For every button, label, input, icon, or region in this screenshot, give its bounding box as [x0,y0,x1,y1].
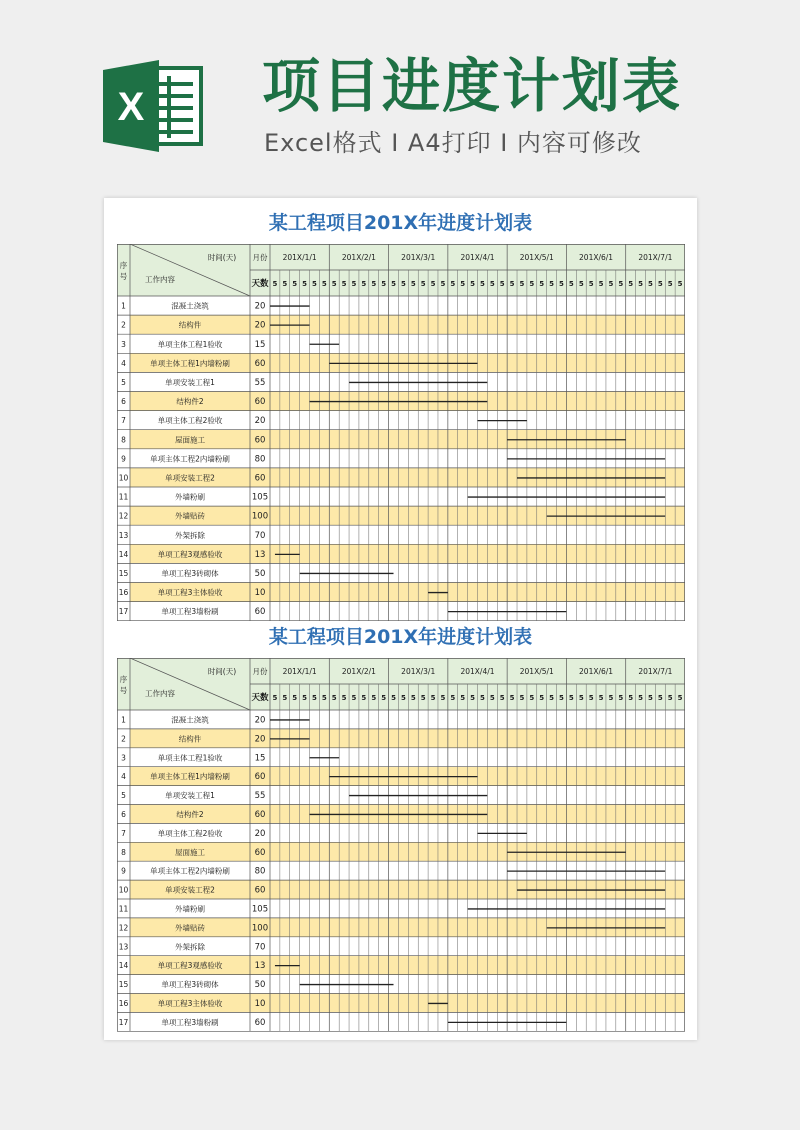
task-days: 60 [254,435,266,446]
day-cell: 5 [430,694,436,702]
day-cell: 5 [312,694,317,702]
task-name: 单项安装工程2 [165,473,215,483]
task-days: 55 [254,377,266,388]
day-cell: 5 [391,694,396,702]
row-number: 4 [121,772,126,782]
day-cell: 5 [450,694,456,702]
day-cell: 5 [667,280,673,288]
month-label: 月份 [252,667,268,676]
task-name: 外墙粉刷 [175,492,205,502]
row-number: 10 [118,473,129,483]
table-title-1: 某工程项目201X年进度计划表 [268,212,533,234]
row-number: 1 [121,715,126,725]
day-cell: 5 [499,280,505,288]
task-name: 单项主体工程2验收 [157,416,223,426]
task-name: 单项主体工程2内墙粉刷 [150,866,230,876]
day-cell: 5 [677,694,683,702]
day-cell: 5 [677,280,683,288]
row-number: 9 [121,866,126,876]
task-name: 单项工程3墙粉刷 [161,607,219,617]
month-header: 201X/6/1 [579,667,614,676]
task-name: 单项工程3主体验收 [157,588,223,598]
day-cell: 5 [628,280,634,288]
day-cell: 5 [657,694,663,702]
day-cell: 5 [371,280,377,288]
day-cell: 5 [460,694,466,702]
month-label: 月份 [252,253,268,262]
month-header: 201X/1/1 [282,253,317,262]
day-cell: 5 [667,694,673,702]
row-number: 15 [118,980,129,990]
day-cell: 5 [371,694,377,702]
task-name: 单项安装工程1 [165,791,215,801]
month-header: 201X/3/1 [401,253,436,262]
task-name: 外架拆除 [175,530,205,540]
day-cell: 5 [539,280,545,288]
month-header: 201X/7/1 [638,667,673,676]
row-number: 2 [121,734,126,744]
row-number: 11 [118,492,129,502]
row-number: 5 [121,791,126,801]
month-header: 201X/5/1 [519,253,554,262]
row-number: 16 [118,998,129,1008]
day-cell: 5 [450,280,456,288]
task-name: 单项主体工程1验收 [157,339,223,349]
task-days: 10 [254,998,266,1009]
table-title-2: 某工程项目201X年进度计划表 [268,626,533,648]
day-cell: 5 [440,694,446,702]
task-days: 13 [254,549,266,560]
day-cell: 5 [638,280,643,288]
excel-logo-icon [103,60,203,152]
row-number: 6 [121,809,126,819]
task-name: 结构件2 [176,397,204,407]
spreadsheet-page [104,198,697,1040]
gantt-table-2 [117,658,685,1032]
seq-label-bottom: 号 [119,686,128,695]
day-cell: 5 [361,280,367,288]
task-name: 单项工程3观感验收 [157,961,223,971]
day-cell: 5 [381,280,387,288]
day-cell: 5 [400,694,406,702]
day-cell: 5 [509,280,515,288]
month-header: 201X/6/1 [579,253,614,262]
month-header: 201X/1/1 [282,667,317,676]
row-number: 14 [118,961,129,971]
row-number: 9 [121,454,126,464]
day-cell: 5 [341,280,347,288]
month-header: 201X/5/1 [519,667,554,676]
row-number: 10 [118,885,129,895]
task-name: 单项工程3砖砌体 [161,980,219,990]
row-number: 6 [121,397,126,407]
table-row [130,729,685,748]
day-cell: 5 [608,280,614,288]
diag-top-label: 时间(天) [207,253,237,263]
row-number: 17 [118,1017,129,1027]
day-cell: 5 [400,280,406,288]
task-days: 15 [254,339,266,350]
task-name: 外墙贴砖 [175,923,205,933]
table-row [130,315,685,334]
row-number: 11 [118,904,129,914]
task-days: 70 [254,942,266,953]
day-cell: 5 [470,694,475,702]
task-name: 结构件2 [176,809,204,819]
day-cell: 5 [341,694,347,702]
day-cell: 5 [618,694,624,702]
task-days: 60 [254,607,266,618]
task-name: 单项主体工程2内墙粉刷 [150,454,230,464]
day-cell: 5 [381,694,387,702]
row-number: 3 [121,753,126,763]
day-cell: 5 [440,280,446,288]
row-number: 14 [118,549,129,559]
row-number: 8 [121,847,126,857]
day-cell: 5 [282,694,288,702]
day-cell: 5 [391,280,396,288]
days-label: 天数 [251,693,269,703]
day-cell: 5 [410,694,416,702]
month-header: 201X/4/1 [460,253,495,262]
day-cell: 5 [410,280,416,288]
page-title: 项目进度计划表 [262,52,683,120]
row-number: 16 [118,588,129,598]
day-cell: 5 [578,280,584,288]
day-cell: 5 [282,280,288,288]
task-name: 结构件 [178,734,202,744]
row-number: 7 [121,828,126,838]
month-header: 201X/3/1 [401,667,436,676]
row-number: 2 [121,320,126,330]
row-number: 12 [118,511,129,521]
day-cell: 5 [312,280,317,288]
days-label: 天数 [251,279,269,289]
day-cell: 5 [499,694,505,702]
day-cell: 5 [628,694,634,702]
day-cell: 5 [647,694,653,702]
day-cell: 5 [588,280,594,288]
task-name: 混凝土浇筑 [171,301,209,311]
task-days: 60 [254,1017,266,1028]
row-number: 13 [118,942,129,952]
day-cell: 5 [430,280,436,288]
page-subtitle: Excel格式 I A4打印 I 内容可修改 [264,129,642,157]
task-days: 100 [251,923,269,934]
day-cell: 5 [578,694,584,702]
month-header: 201X/2/1 [341,667,376,676]
task-name: 单项主体工程2验收 [157,828,223,838]
day-cell: 5 [420,694,426,702]
task-days: 20 [254,828,266,839]
task-name: 混凝土浇筑 [171,715,209,725]
task-name: 外墙粉刷 [175,904,205,914]
day-cell: 5 [361,694,367,702]
task-days: 80 [254,866,266,877]
task-name: 单项主体工程1内墙粉刷 [150,772,230,782]
task-days: 105 [251,492,269,503]
task-days: 20 [254,301,266,312]
task-days: 105 [251,904,269,915]
day-cell: 5 [480,694,485,702]
task-name: 单项工程3墙粉刷 [161,1017,219,1027]
row-number: 8 [121,435,126,445]
task-name: 结构件 [178,320,202,330]
day-cell: 5 [559,694,564,702]
task-name: 单项主体工程1内墙粉刷 [150,358,230,368]
day-cell: 5 [292,280,298,288]
task-name: 屋面施工 [175,435,205,445]
task-name: 屋面施工 [175,847,205,857]
day-cell: 5 [568,694,574,702]
task-days: 50 [254,980,266,991]
task-days: 60 [254,847,266,858]
month-header: 201X/4/1 [460,667,495,676]
day-cell: 5 [608,694,614,702]
day-cell: 5 [588,694,594,702]
day-cell: 5 [489,694,495,702]
day-cell: 5 [509,694,515,702]
row-number: 7 [121,416,126,426]
diag-bottom-label: 工作内容 [145,689,175,698]
diag-top-label: 时间(天) [207,667,237,677]
day-cell: 5 [302,280,308,288]
gantt-table-1 [117,244,685,622]
seq-label-top: 序 [119,261,128,270]
table-row [130,525,685,544]
day-cell: 5 [470,280,475,288]
task-days: 100 [251,511,269,522]
diag-bottom-label: 工作内容 [145,275,175,284]
day-cell: 5 [529,280,535,288]
row-number: 17 [118,607,129,617]
task-days: 20 [254,416,266,427]
task-name: 单项工程3砖砌体 [161,568,219,578]
day-cell: 5 [272,694,278,702]
day-cell: 5 [420,280,426,288]
day-cell: 5 [331,694,337,702]
seq-label-bottom: 号 [119,272,128,281]
day-cell: 5 [480,280,485,288]
day-cell: 5 [638,694,643,702]
task-name: 单项主体工程1验收 [157,753,223,763]
task-name: 单项工程3观感验收 [157,549,223,559]
day-cell: 5 [598,694,604,702]
row-number: 5 [121,377,126,387]
month-header: 201X/7/1 [638,253,673,262]
task-days: 60 [254,809,266,820]
task-days: 10 [254,588,266,599]
task-days: 13 [254,961,266,972]
row-number: 4 [121,358,126,368]
day-cell: 5 [489,280,495,288]
table-row [130,710,685,729]
day-cell: 5 [598,280,604,288]
day-cell: 5 [647,280,653,288]
task-days: 20 [254,715,266,726]
task-days: 60 [254,358,266,369]
day-cell: 5 [331,280,337,288]
day-cell: 5 [351,694,357,702]
day-cell: 5 [549,694,555,702]
task-name: 单项安装工程2 [165,885,215,895]
task-days: 15 [254,753,266,764]
day-cell: 5 [272,280,278,288]
day-cell: 5 [549,280,555,288]
task-days: 50 [254,568,266,579]
logo-letter: X [117,85,145,129]
day-cell: 5 [321,694,327,702]
task-name: 外墙贴砖 [175,511,205,521]
row-number: 12 [118,923,129,933]
row-number: 15 [118,568,129,578]
day-cell: 5 [529,694,535,702]
task-days: 70 [254,530,266,541]
day-cell: 5 [559,280,564,288]
row-number: 13 [118,530,129,540]
row-number: 3 [121,339,126,349]
table-row [130,937,685,956]
day-cell: 5 [321,280,327,288]
task-days: 60 [254,473,266,484]
task-name: 单项工程3主体验收 [157,998,223,1008]
task-days: 20 [254,734,266,745]
task-days: 60 [254,885,266,896]
day-cell: 5 [519,280,525,288]
month-header: 201X/2/1 [341,253,376,262]
day-cell: 5 [292,694,298,702]
seq-label-top: 序 [119,675,128,684]
day-cell: 5 [460,280,466,288]
task-name: 外架拆除 [175,942,205,952]
table-row [130,296,685,315]
day-cell: 5 [539,694,545,702]
task-days: 20 [254,320,266,331]
day-cell: 5 [657,280,663,288]
row-number: 1 [121,301,126,311]
task-days: 60 [254,397,266,408]
day-cell: 5 [351,280,357,288]
day-cell: 5 [519,694,525,702]
task-name: 单项安装工程1 [165,377,215,387]
day-cell: 5 [618,280,624,288]
task-days: 55 [254,791,266,802]
day-cell: 5 [302,694,308,702]
task-days: 80 [254,454,266,465]
task-days: 60 [254,772,266,783]
day-cell: 5 [568,280,574,288]
